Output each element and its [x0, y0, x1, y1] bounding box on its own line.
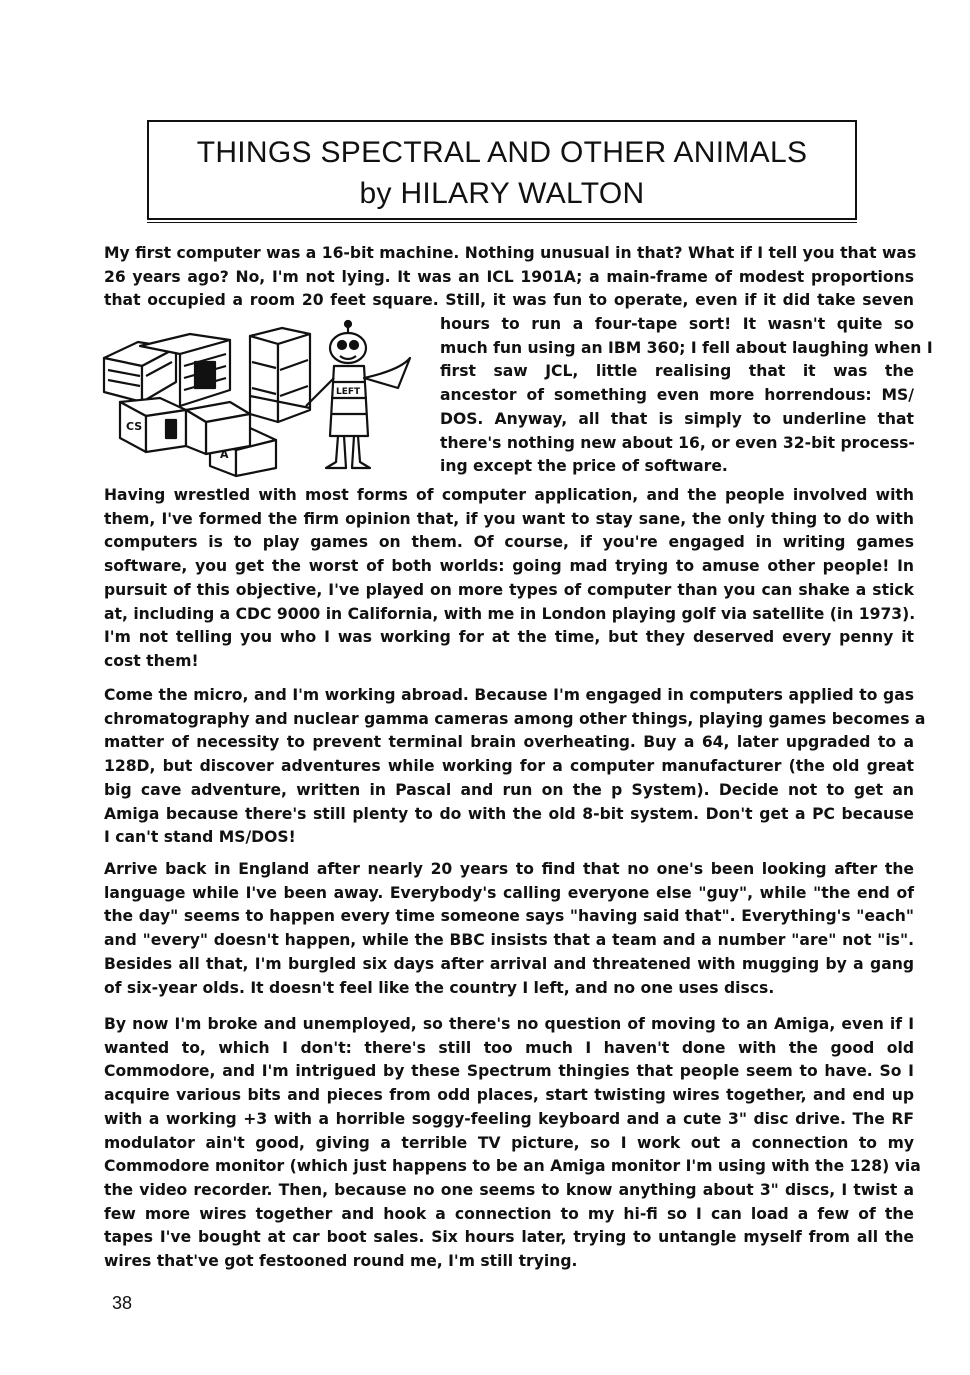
- text-line: that occupied a room 20 feet square. Still, it was fun to operate, even if it did take seven: [104, 291, 914, 310]
- text-line: Commodore monitor (which just happens to be an Amiga monitor I'm using with the 128) via: [104, 1157, 921, 1176]
- article-byline: by HILARY WALTON: [359, 177, 645, 210]
- text-line: cost them!: [104, 651, 199, 670]
- text-line: modulator ain't good, giving a terrible TV picture, so I work out a connection to my: [104, 1133, 914, 1152]
- cubes-and-robot-illustration: [100, 318, 425, 478]
- text-line: big cave adventure, written in Pascal and run on the p System). Decide not to get an: [104, 780, 914, 799]
- page-number: 38: [112, 1293, 133, 1313]
- text-line: them, I've formed the firm opinion that, if you want to stay sane, the only thing to do with: [104, 509, 914, 528]
- paragraph-1: [104, 242, 917, 313]
- title-box-underline: [147, 222, 857, 223]
- text-line: My first computer was a 16-bit machine. Nothing unusual in that? What if I tell you that was: [104, 244, 917, 262]
- text-line: the day" seems to happen every time someone says "having said that". Everything's "each": [104, 907, 914, 926]
- text-line: software, you get the worst of both worlds: going mad trying to amuse other people! In: [104, 557, 914, 576]
- text-line: first saw JCL, little realising that it was the: [440, 362, 914, 381]
- text-line: chromatography and nuclear gamma cameras among other things, playing games becomes a: [104, 709, 926, 728]
- cube-icon: [186, 402, 250, 454]
- box-label-a: A: [220, 448, 229, 461]
- text-line: By now I'm broke and unemployed, so there's no question of moving to an Amiga, even if I: [104, 1015, 914, 1033]
- text-line: computers is to play games on them. Of course, if you're engaged in writing games: [104, 533, 914, 552]
- text-line: wires that've got festooned round me, I'm still trying.: [104, 1252, 578, 1271]
- text-line: there's nothing new about 16, or even 32-bit process-: [440, 433, 915, 452]
- text-line: Having wrestled with most forms of computer application, and the people involved with: [104, 486, 914, 504]
- robot-label: LEFT: [336, 387, 361, 397]
- article-title-box: [147, 120, 857, 220]
- paragraph-3: [104, 484, 914, 674]
- text-line: ancestor of something even more horrendous: MS/: [440, 386, 914, 405]
- text-line: hours to run a four-tape sort! It wasn't quite so: [440, 315, 914, 333]
- paragraph-4: [104, 684, 926, 850]
- text-line: DOS. Anyway, all that is simply to underline that: [440, 409, 914, 428]
- text-line: much fun using an IBM 360; I fell about laughing when I: [440, 338, 933, 357]
- text-line: with a working +3 with a horrible soggy-feeling keyboard and a cute 3" disc drive. The RF: [104, 1109, 914, 1128]
- text-line: acquire various bits and pieces from odd places, start twisting wires together, and end up: [104, 1086, 914, 1105]
- text-line: ing except the price of software.: [440, 457, 728, 476]
- paragraph-5: [104, 858, 914, 1000]
- text-line: and "every" doesn't happen, while the BBC insists that a team and a number "are" not "is".: [104, 931, 914, 950]
- text-line: Besides all that, I'm burgled six days after arrival and threatened with mugging by a gang: [104, 954, 914, 973]
- box-label-cs: CS: [126, 420, 143, 433]
- text-line: at, including a CDC 9000 in California, with me in London playing golf via satellite (in 1973).: [104, 604, 916, 623]
- paragraph-2: [440, 313, 933, 479]
- text-line: of six-year olds. It doesn't feel like the country I left, and no one uses discs.: [104, 978, 775, 997]
- text-line: I'm not telling you who I was working for at the time, but they deserved every penny it: [104, 628, 914, 647]
- text-line: the video recorder. Then, because no one seems to know anything about 3" discs, I twist a: [104, 1180, 914, 1199]
- article-title: THINGS SPECTRAL AND OTHER ANIMALS: [196, 136, 808, 169]
- text-line: I can't stand MS/DOS!: [104, 828, 296, 847]
- text-line: Commodore, and I'm intrigued by these Spectrum thingies that people seem to have. So I: [104, 1062, 914, 1081]
- text-line: Arrive back in England after nearly 20 years to find that no one's been looking after the: [104, 860, 914, 878]
- text-line: matter of necessity to prevent terminal brain overheating. Buy a 64, later upgraded to a: [104, 733, 914, 752]
- text-line: pursuit of this objective, I've played on more types of computer than you can shake a stick: [104, 580, 914, 599]
- paragraph-6: [104, 1013, 921, 1274]
- text-line: 26 years ago? No, I'm not lying. It was an ICL 1901A; a main-frame of modest proportions: [104, 267, 914, 286]
- text-line: few more wires together and hook a connection to my hi-fi so I can load a few of the: [104, 1204, 914, 1223]
- text-line: wanted to, which I don't: there's still too much I haven't done with the good old: [104, 1038, 914, 1057]
- text-line: language while I've been away. Everybody's calling everyone else "guy", while "the end of: [104, 883, 914, 902]
- text-line: Amiga because there's still plenty to do with the old 8-bit system. Don't get a PC because: [104, 804, 914, 823]
- text-line: 128D, but discover adventures while working for a computer manufacturer (the old great: [104, 757, 914, 776]
- cube-icon: [250, 328, 310, 422]
- text-line: Come the micro, and I'm working abroad. Because I'm engaged in computers applied to gas: [104, 686, 914, 704]
- text-line: tapes I've bought at car boot sales. Six hours later, trying to untangle myself from all the: [104, 1228, 914, 1247]
